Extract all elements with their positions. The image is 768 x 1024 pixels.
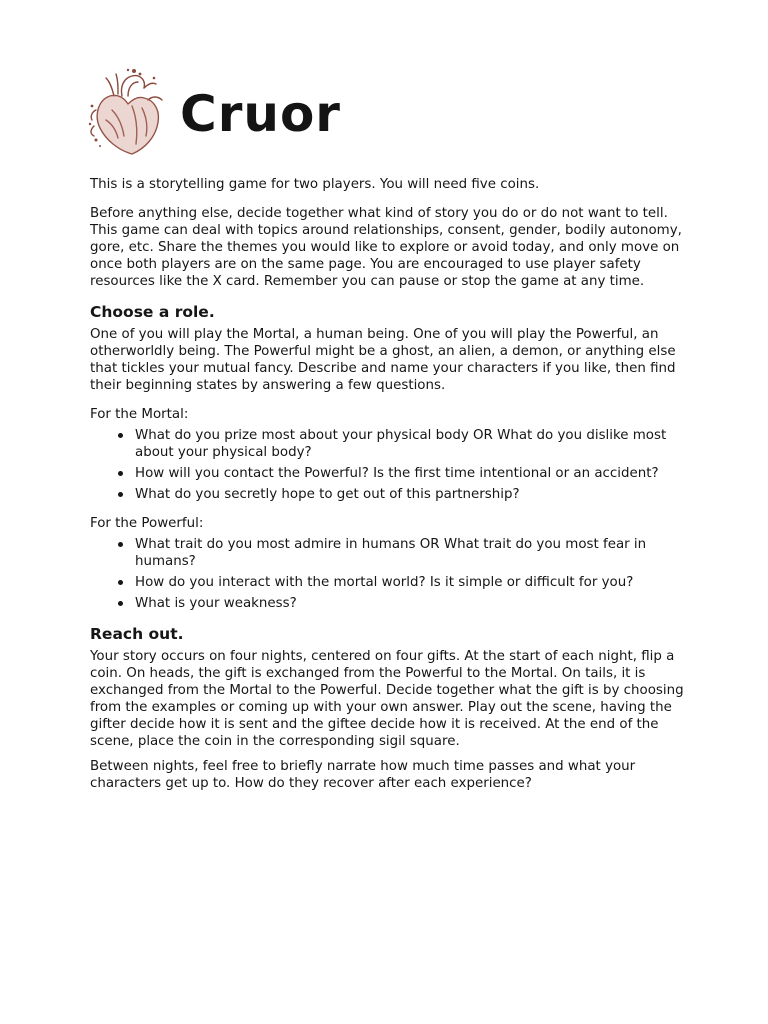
list-item: What do you secretly hope to get out of this partnership? <box>118 486 690 503</box>
choose-role-paragraph: One of you will play the Mortal, a human being. One of you will play the Powerful, an otherworldly being. The Powerful might be a ghost, an alien, a demon, or anything else that tickles your mutual fancy. Describe and name your characters if you like, then find their beginning states by answering a few questions. <box>90 327 676 393</box>
section-heading-reach-out: Reach out. <box>90 625 184 643</box>
page-header <box>88 66 388 158</box>
intro-paragraph-2: Before anything else, decide together what kind of story you do or do not want to tell. This game can deal with topics around relationships, consent, gender, bodily autonomy, gore, etc. Share the themes you would like to explore or avoid today, and only move on once both players are on the same page. You are encouraged to use player safety resources like the X card. Remember you can pause or stop the game at any time. <box>90 206 682 289</box>
list-item: What do you prize most about your physical body OR What do you dislike most about your physical body? <box>118 427 690 461</box>
mortal-question-list <box>118 427 690 503</box>
list-item: What is your weakness? <box>118 595 690 612</box>
anatomical-heart-icon <box>88 66 172 158</box>
section-heading-choose-role: Choose a role. <box>90 303 215 321</box>
document-body <box>90 176 690 804</box>
reach-out-paragraph-2: Between nights, feel free to briefly narrate how much time passes and what your characters get up to. How do they recover after each experience? <box>90 759 636 791</box>
list-item: How will you contact the Powerful? Is the first time intentional or an accident? <box>118 465 690 482</box>
intro-paragraph-1: This is a storytelling game for two players. You will need five coins. <box>90 177 540 192</box>
powerful-label: For the Powerful: <box>90 516 204 531</box>
list-item: What trait do you most admire in humans OR What trait do you most fear in humans? <box>118 536 690 570</box>
reach-out-paragraph-1: Your story occurs on four nights, centered on four gifts. At the start of each night, flip a coin. On heads, the gift is exchanged from the Powerful to the Mortal. On tails, it is exchanged from the Mortal to the Powerful. Decide together what the gift is by choosing from the examples or coming up with your own answer. Play out the scene, having the gifter decide how it is sent and the giftee decide how it is received. At the end of the scene, place the coin in the corresponding sigil square. <box>90 649 684 749</box>
page-title: Cruor <box>180 85 341 143</box>
mortal-label: For the Mortal: <box>90 407 189 422</box>
list-item: How do you interact with the mortal world? Is it simple or difficult for you? <box>118 574 690 591</box>
powerful-question-list <box>118 536 690 612</box>
